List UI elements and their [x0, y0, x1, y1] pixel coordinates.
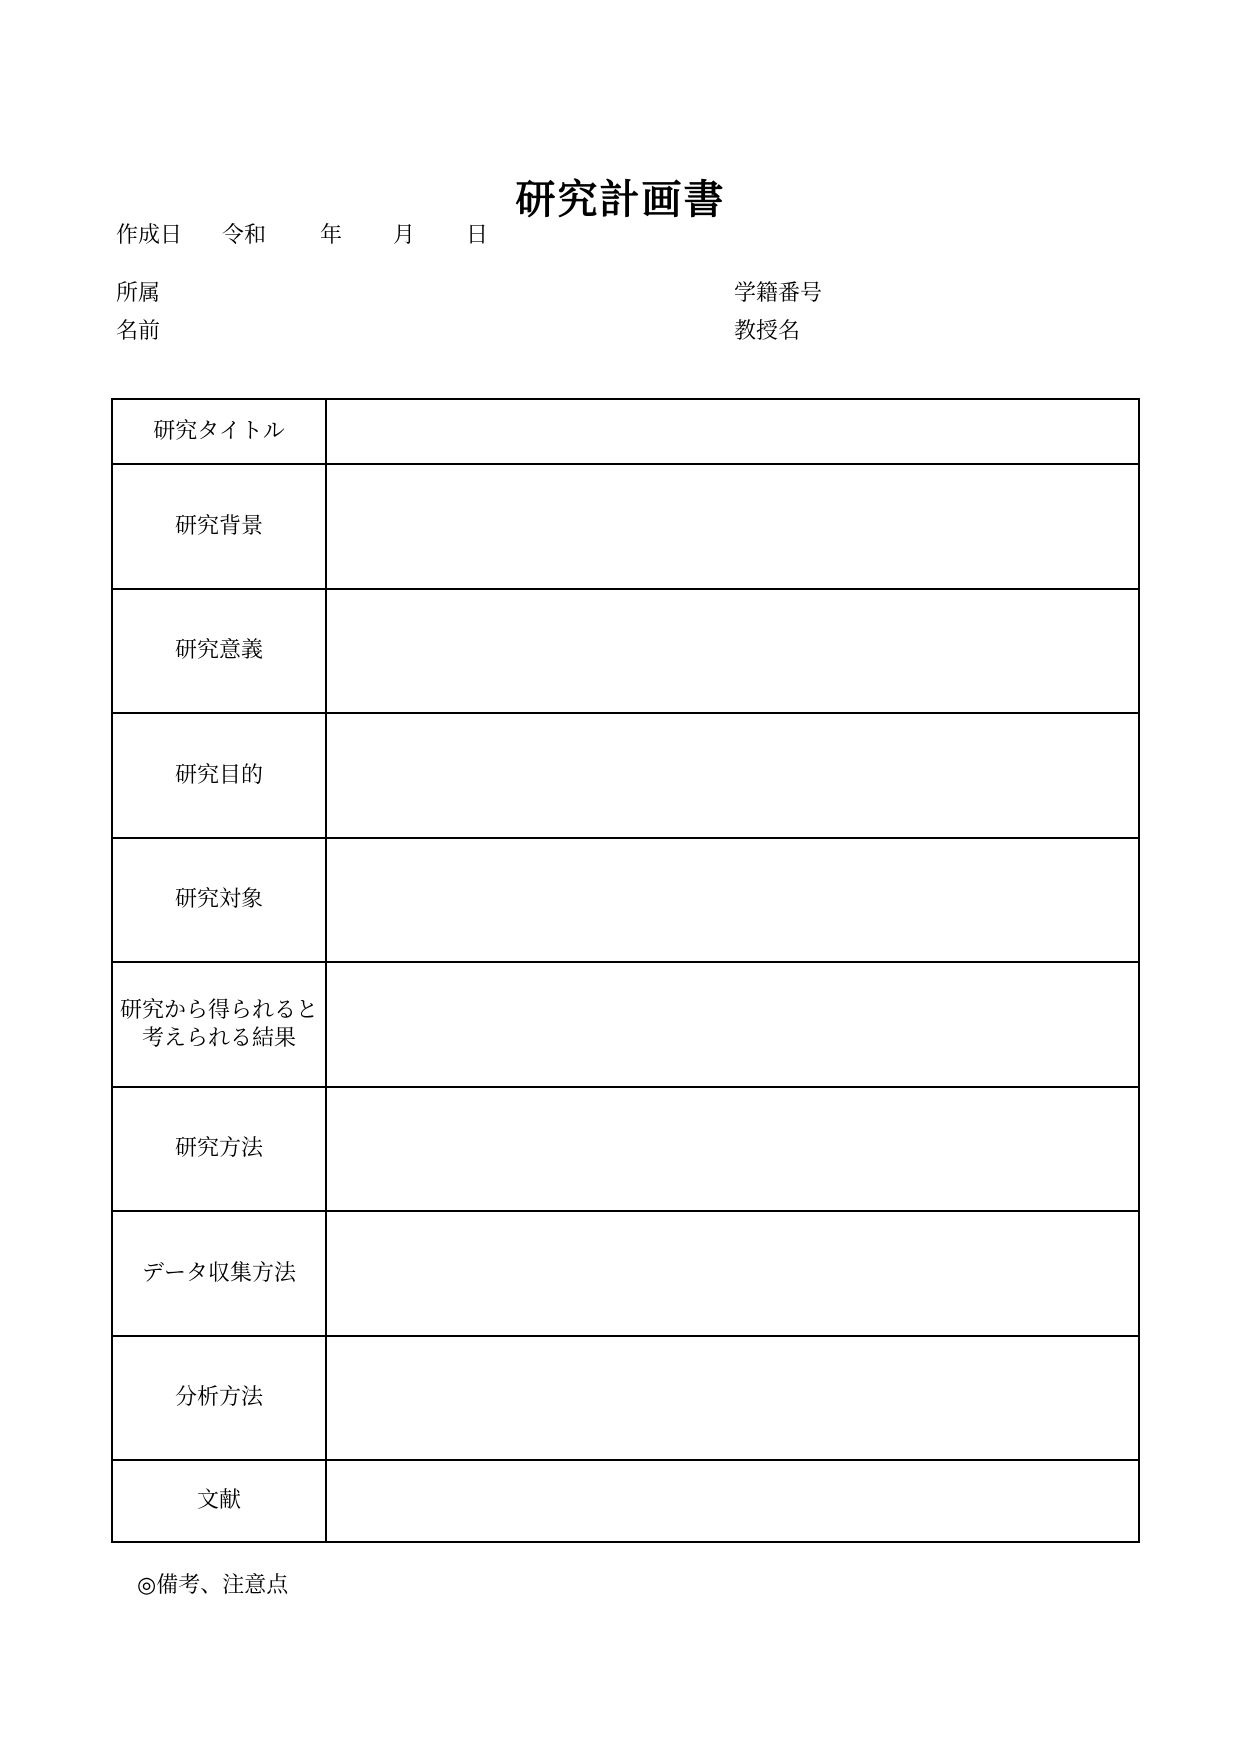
research-background-field[interactable]: [326, 464, 1139, 589]
row-label-references: 文献: [112, 1460, 326, 1542]
references-field[interactable]: [326, 1460, 1139, 1542]
table-row: [112, 838, 1139, 962]
date-year-label: 年: [320, 223, 343, 248]
expected-results-label-line2: 考えられる結果: [141, 1025, 296, 1051]
row-label-analysis-method: 分析方法: [112, 1336, 326, 1460]
name-label: 名前: [116, 319, 161, 344]
data-collection-field[interactable]: [326, 1211, 1139, 1336]
creation-date-label: 作成日: [116, 223, 183, 248]
research-title-field[interactable]: [326, 399, 1139, 464]
row-label-research-significance: 研究意義: [112, 589, 326, 713]
table-row: [112, 1087, 1139, 1211]
creation-date-line: [116, 218, 616, 248]
table-row: [112, 1336, 1139, 1460]
page-title: 研究計画書: [515, 177, 726, 223]
research-plan-table: [111, 398, 1140, 1543]
date-month-label: 月: [393, 223, 416, 248]
row-label-expected-results: [112, 962, 326, 1087]
table-row: [112, 1460, 1139, 1542]
table-row: [112, 464, 1139, 589]
table-row: [112, 713, 1139, 838]
affiliation-label: 所属: [116, 281, 161, 306]
row-label-research-method: 研究方法: [112, 1087, 326, 1211]
table-row: [112, 589, 1139, 713]
row-label-research-purpose: 研究目的: [112, 713, 326, 838]
row-label-data-collection: データ収集方法: [112, 1211, 326, 1336]
row-label-research-subject: 研究対象: [112, 838, 326, 962]
research-significance-field[interactable]: [326, 589, 1139, 713]
table-row: [112, 962, 1139, 1087]
professor-label: 教授名: [734, 319, 801, 344]
research-purpose-field[interactable]: [326, 713, 1139, 838]
row-label-research-background: 研究背景: [112, 464, 326, 589]
research-method-field[interactable]: [326, 1087, 1139, 1211]
row-label-research-title: 研究タイトル: [112, 399, 326, 464]
analysis-method-field[interactable]: [326, 1336, 1139, 1460]
table-row: [112, 399, 1139, 464]
date-era: 令和: [222, 223, 267, 248]
date-day-label: 日: [466, 223, 489, 248]
expected-results-field[interactable]: [326, 962, 1139, 1087]
student-number-label: 学籍番号: [734, 281, 823, 306]
remarks-note: ◎備考、注意点: [137, 1573, 289, 1598]
research-subject-field[interactable]: [326, 838, 1139, 962]
table-row: [112, 1211, 1139, 1336]
expected-results-label-line1: 研究から得られると: [119, 997, 318, 1023]
